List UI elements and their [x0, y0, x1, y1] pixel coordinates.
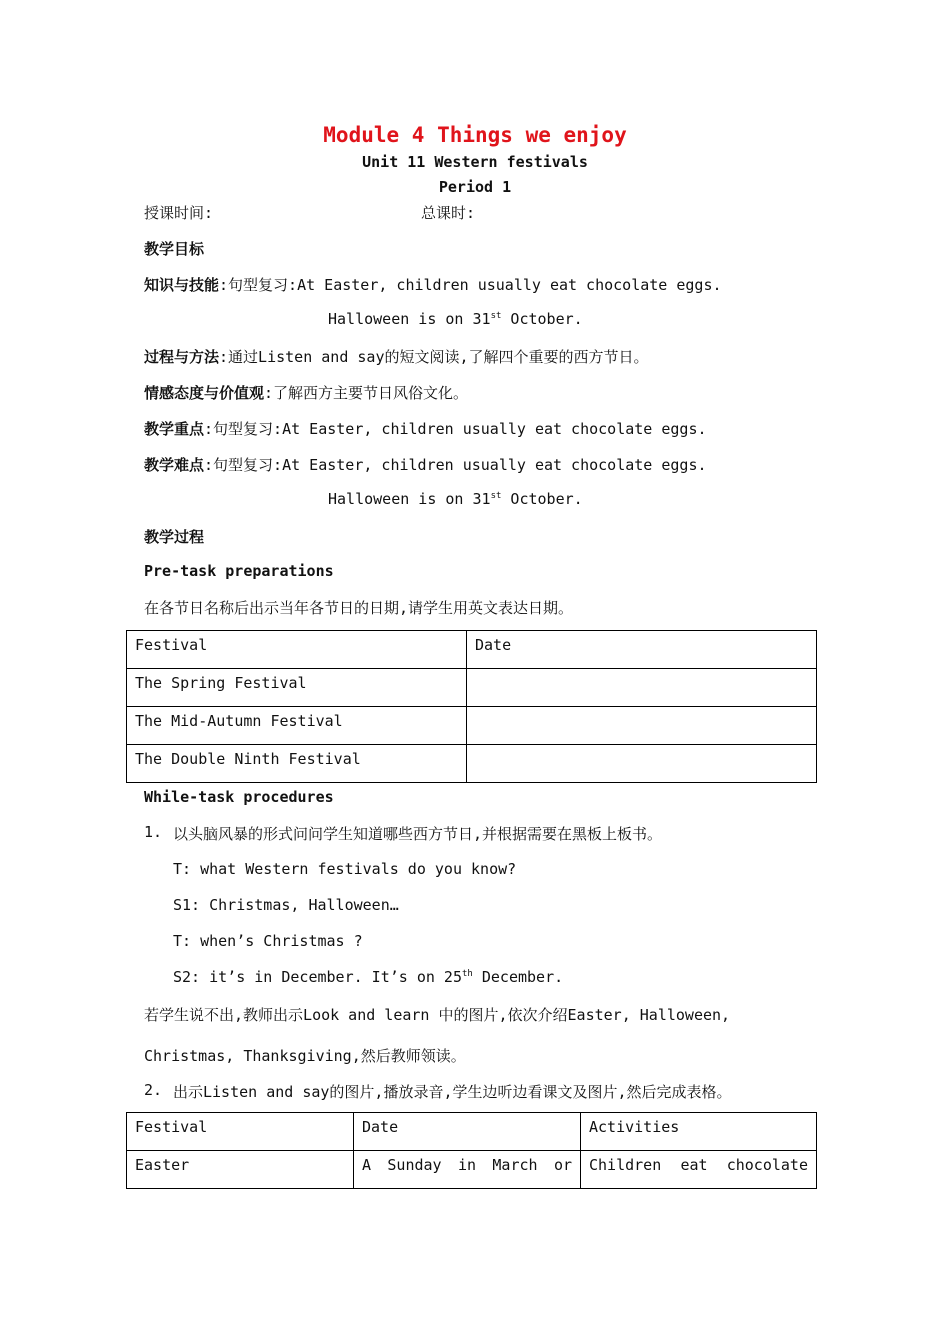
activities-cell [581, 1151, 817, 1189]
difficult-point-line [144, 454, 707, 475]
knowledge-line2-pre: Halloween is on 31 [328, 310, 491, 328]
dialog-student-2 [173, 968, 563, 986]
whiletask-heading: While-task procedures [144, 788, 334, 806]
difficult-line2-pre: Halloween is on 31 [328, 490, 491, 508]
total-label: 总课时: [421, 204, 476, 222]
date-word: A [362, 1156, 372, 1174]
activity-word: eat [680, 1156, 708, 1174]
festival-activities-table [126, 1112, 817, 1189]
dialog-s2-post: December. [472, 968, 564, 986]
pretask-heading: Pre-task preparations [144, 562, 334, 580]
activity-word: chocolate [726, 1156, 808, 1174]
knowledge-line2-post: October. [501, 310, 583, 328]
difficult-line2-sup: st [490, 491, 502, 501]
date-word: in [457, 1156, 477, 1174]
dialog-student-1: S1: Christmas, Halloween… [173, 896, 399, 914]
teacher-note-line2: Christmas, Thanksgiving,然后教师领读。 [144, 1047, 466, 1065]
process-text: :通过Listen and say的短文阅读,了解四个重要的西方节日。 [219, 348, 649, 366]
header-festival: Festival [127, 631, 467, 669]
activities-cell-words [589, 1156, 808, 1174]
festival-cell: The Spring Festival [127, 669, 467, 707]
pretask-text: 在各节日名称后出示当年各节日的日期,请学生用英文表达日期。 [144, 599, 574, 617]
step-2-text: 出示Listen and say的图片,播放录音,学生边听边看课文及图片,然后完成表格。 [173, 1083, 732, 1101]
knowledge-line [144, 274, 722, 295]
teacher-note-line1: 若学生说不出,教师出示Look and learn 中的图片,依次介绍Easter, Halloween, [144, 1006, 731, 1024]
emotion-label: 情感态度与价值观 [144, 384, 265, 402]
date-word: March [492, 1156, 538, 1174]
header-date: Date [467, 631, 817, 669]
module-title: Module 4 Things we enjoy [323, 123, 627, 147]
knowledge-line2 [328, 310, 583, 328]
table-row [127, 707, 817, 745]
knowledge-text: :句型复习:At Easter, children usually eat chocolate eggs. [219, 276, 722, 294]
knowledge-line2-sup: st [490, 311, 502, 321]
key-point-line [144, 418, 707, 439]
key-point-label: 教学重点 [144, 420, 205, 438]
header-festival: Festival [127, 1113, 354, 1151]
date-word: Sunday [387, 1156, 442, 1174]
festival-cell: The Double Ninth Festival [127, 745, 467, 783]
date-cell [354, 1151, 581, 1189]
objectives-heading: 教学目标 [144, 240, 205, 258]
date-cell [467, 707, 817, 745]
step-1-number: 1. [144, 823, 163, 841]
festival-cell: The Mid-Autumn Festival [127, 707, 467, 745]
emotion-text: :了解西方主要节日风俗文化。 [264, 384, 469, 402]
process-line [144, 346, 649, 367]
key-point-text: :句型复习:At Easter, children usually eat chocolate eggs. [204, 420, 707, 438]
activity-word: Children [589, 1156, 662, 1174]
difficult-line2-post: October. [501, 490, 583, 508]
step-2-number: 2. [144, 1081, 163, 1099]
process-heading: 教学过程 [144, 528, 205, 546]
dialog-s2-pre: S2: it’s in December. It’s on 25 [173, 968, 462, 986]
difficult-line2 [328, 490, 583, 508]
festival-cell: Easter [127, 1151, 354, 1189]
table-row [127, 745, 817, 783]
header-date: Date [354, 1113, 581, 1151]
table-row [127, 669, 817, 707]
table-header-row [127, 1113, 817, 1151]
process-label: 过程与方法 [144, 348, 220, 366]
festival-date-table [126, 630, 817, 783]
table-header-row [127, 631, 817, 669]
dialog-s2-sup: th [461, 969, 473, 979]
dialog-teacher-1: T: what Western festivals do you know? [173, 860, 517, 878]
unit-title: Unit 11 Western festivals [362, 153, 588, 171]
date-cell [467, 669, 817, 707]
step-1-text: 以头脑风暴的形式问问学生知道哪些西方节日,并根据需要在黑板上板书。 [173, 825, 663, 843]
dialog-teacher-2: T: when’s Christmas ? [173, 932, 363, 950]
emotion-line [144, 382, 468, 403]
period-title: Period 1 [438, 178, 512, 196]
date-cell-words [362, 1156, 572, 1174]
difficult-point-text: :句型复习:At Easter, children usually eat chocolate eggs. [204, 456, 707, 474]
date-cell [467, 745, 817, 783]
header-activities: Activities [581, 1113, 817, 1151]
knowledge-label: 知识与技能 [144, 276, 220, 294]
difficult-point-label: 教学难点 [144, 456, 205, 474]
time-label: 授课时间: [144, 204, 214, 222]
table-row [127, 1151, 817, 1189]
date-word: or [553, 1156, 572, 1174]
